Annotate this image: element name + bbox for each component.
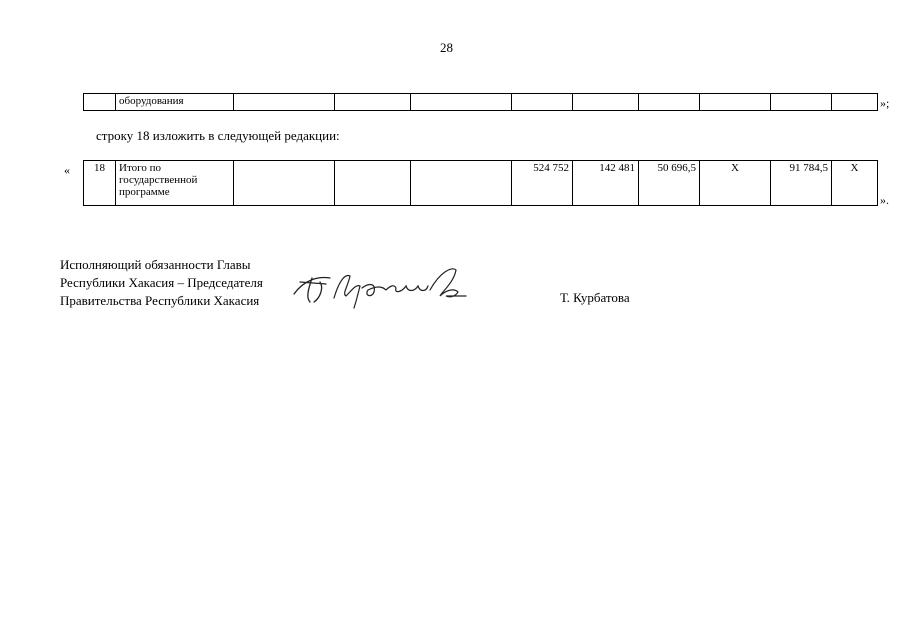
table-cell bbox=[639, 94, 700, 111]
table-cell bbox=[573, 94, 639, 111]
signatory-line: Исполняющий обязанности Главы bbox=[60, 257, 251, 272]
row-title: Итого по государственной программе bbox=[116, 161, 234, 206]
page-number: 28 bbox=[440, 40, 453, 55]
table-cell bbox=[335, 161, 411, 206]
table-cell bbox=[411, 94, 512, 111]
table-cell bbox=[771, 94, 832, 111]
opening-quote-mark: « bbox=[64, 163, 70, 177]
table-cell: 91 784,5 bbox=[771, 161, 832, 206]
signatory-line: Правительства Республики Хакасия bbox=[60, 293, 260, 308]
handwritten-signature bbox=[290, 262, 470, 312]
table-cell bbox=[700, 94, 771, 111]
table-row bbox=[84, 161, 878, 206]
table-cell bbox=[84, 94, 116, 111]
row-number: 18 bbox=[84, 161, 116, 206]
instruction-text: строку 18 изложить в следующей редакции: bbox=[96, 128, 340, 143]
signatory-name: Т. Курбатова bbox=[560, 290, 630, 305]
table-cell bbox=[832, 94, 878, 111]
table-cell bbox=[234, 161, 335, 206]
table-row-18 bbox=[83, 160, 878, 206]
table-row bbox=[84, 94, 878, 111]
signatory-line: Республики Хакасия – Председателя bbox=[60, 275, 263, 290]
table-cell: 142 481 bbox=[573, 161, 639, 206]
table-cell bbox=[234, 94, 335, 111]
table-cell: 50 696,5 bbox=[639, 161, 700, 206]
table-cell bbox=[411, 161, 512, 206]
closing-quote-mark: »; bbox=[880, 96, 890, 110]
signatory-title bbox=[60, 256, 263, 310]
table-cell: оборудования bbox=[116, 94, 234, 111]
table-cell bbox=[512, 94, 573, 111]
table-cell bbox=[335, 94, 411, 111]
table-cell: 524 752 bbox=[512, 161, 573, 206]
closing-quote-mark: ». bbox=[880, 193, 889, 207]
table-top-fragment bbox=[83, 93, 878, 111]
table-cell: X bbox=[832, 161, 878, 206]
table-cell: X bbox=[700, 161, 771, 206]
